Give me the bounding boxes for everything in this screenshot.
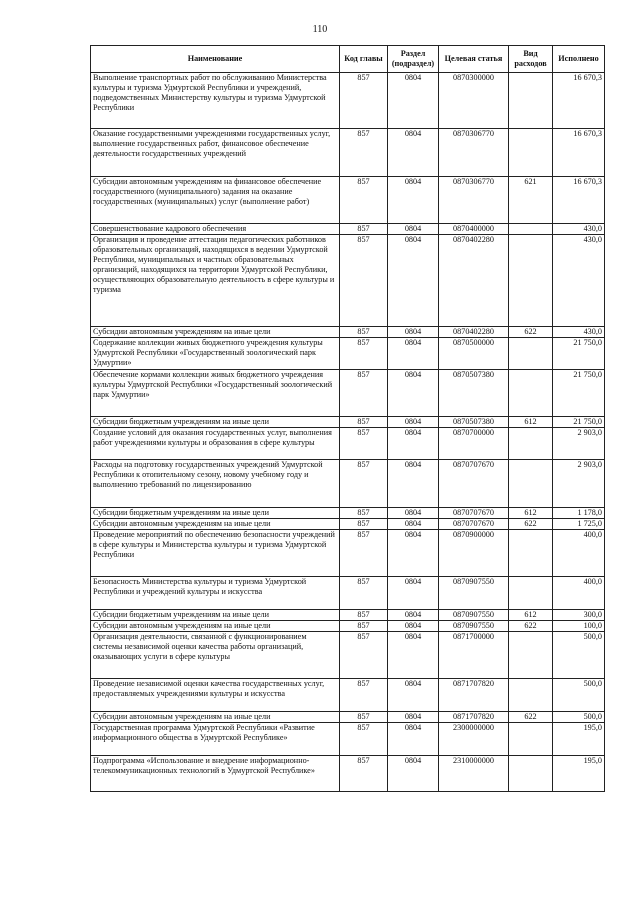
- cell-section: 0804: [388, 679, 439, 712]
- table-row: [91, 621, 605, 632]
- cell-name: Организация деятельности, связанной с функционированием системы независимой оценки качества работы организаций, оказывающих услуги в сфере культуры: [91, 632, 340, 679]
- cell-section: 0804: [388, 723, 439, 756]
- cell-section: 0804: [388, 460, 439, 508]
- page-number: 110: [312, 24, 328, 35]
- table-row: [91, 338, 605, 370]
- cell-article: 0870707670: [439, 508, 509, 519]
- cell-amount: 2 903,0: [553, 428, 605, 460]
- cell-expense-type: [509, 577, 553, 610]
- table-header-row: [91, 46, 605, 73]
- cell-amount: 100,0: [553, 621, 605, 632]
- header-section: Раздел (подраздел): [388, 46, 439, 73]
- cell-expense-type: [509, 679, 553, 712]
- cell-name: Субсидии бюджетным учреждениям на иные цели: [91, 508, 340, 519]
- table-row: [91, 327, 605, 338]
- cell-code: 857: [340, 327, 388, 338]
- cell-code: 857: [340, 530, 388, 577]
- cell-expense-type: 612: [509, 508, 553, 519]
- cell-name: Субсидии бюджетным учреждениям на иные цели: [91, 610, 340, 621]
- table-row: [91, 177, 605, 224]
- cell-name: Безопасность Министерства культуры и туризма Удмуртской Республики и учреждений культуры и искусства: [91, 577, 340, 610]
- cell-section: 0804: [388, 632, 439, 679]
- cell-expense-type: [509, 370, 553, 417]
- cell-article: 0871707820: [439, 679, 509, 712]
- table-row: [91, 519, 605, 530]
- table-row: [91, 610, 605, 621]
- table-body: [91, 73, 605, 792]
- cell-section: 0804: [388, 224, 439, 235]
- cell-section: 0804: [388, 428, 439, 460]
- cell-section: 0804: [388, 610, 439, 621]
- cell-amount: 21 750,0: [553, 338, 605, 370]
- cell-section: 0804: [388, 621, 439, 632]
- cell-article: 0870900000: [439, 530, 509, 577]
- cell-name: Субсидии автономным учреждениям на иные цели: [91, 621, 340, 632]
- header-expense-type: Вид расходов: [509, 46, 553, 73]
- cell-name: Расходы на подготовку государственных учреждений Удмуртской Республики к отопительному сезону, новому учебному году и выполнению требований по лицензированию: [91, 460, 340, 508]
- cell-code: 857: [340, 519, 388, 530]
- cell-expense-type: [509, 224, 553, 235]
- cell-amount: 16 670,3: [553, 129, 605, 177]
- cell-article: 0870907550: [439, 610, 509, 621]
- table-row: [91, 370, 605, 417]
- cell-code: 857: [340, 460, 388, 508]
- cell-amount: 16 670,3: [553, 177, 605, 224]
- cell-expense-type: [509, 338, 553, 370]
- cell-article: 0871700000: [439, 632, 509, 679]
- cell-amount: 21 750,0: [553, 417, 605, 428]
- cell-article: 0870306770: [439, 177, 509, 224]
- cell-code: 857: [340, 508, 388, 519]
- header-article: Целевая статья: [439, 46, 509, 73]
- table-row: [91, 756, 605, 792]
- cell-article: 0870306770: [439, 129, 509, 177]
- cell-article: 0870400000: [439, 224, 509, 235]
- cell-article: 0870907550: [439, 621, 509, 632]
- cell-expense-type: [509, 129, 553, 177]
- cell-article: 0870402280: [439, 235, 509, 327]
- table-row: [91, 129, 605, 177]
- cell-name: Субсидии автономным учреждениям на иные цели: [91, 519, 340, 530]
- table-row: [91, 577, 605, 610]
- cell-article: 0870707670: [439, 460, 509, 508]
- cell-amount: 430,0: [553, 327, 605, 338]
- table-row: [91, 73, 605, 129]
- cell-name: Проведение независимой оценки качества государственных услуг, предоставляемых учреждениями культуры и искусства: [91, 679, 340, 712]
- cell-expense-type: [509, 632, 553, 679]
- header-name: Наименование: [91, 46, 340, 73]
- cell-section: 0804: [388, 508, 439, 519]
- cell-article: 0870707670: [439, 519, 509, 530]
- cell-expense-type: [509, 428, 553, 460]
- cell-amount: 500,0: [553, 679, 605, 712]
- cell-code: 857: [340, 370, 388, 417]
- cell-amount: 21 750,0: [553, 370, 605, 417]
- cell-amount: 500,0: [553, 632, 605, 679]
- cell-expense-type: 621: [509, 177, 553, 224]
- cell-expense-type: 622: [509, 621, 553, 632]
- cell-name: Подпрограмма «Использование и внедрение информационно-телекоммуникационных технологий в Удмуртской Республике»: [91, 756, 340, 792]
- cell-amount: 2 903,0: [553, 460, 605, 508]
- cell-article: 0871707820: [439, 712, 509, 723]
- cell-amount: 1 178,0: [553, 508, 605, 519]
- table-row: [91, 235, 605, 327]
- cell-expense-type: 612: [509, 417, 553, 428]
- cell-name: Выполнение транспортных работ по обслуживанию Министерства культуры и туризма Удмуртской Республики и учреждений, подведомственных Министерству культуры и туризма Удмуртской Республики: [91, 73, 340, 129]
- table-row: [91, 723, 605, 756]
- cell-code: 857: [340, 73, 388, 129]
- header-amount: Исполнено: [553, 46, 605, 73]
- table-row: [91, 428, 605, 460]
- cell-expense-type: 622: [509, 327, 553, 338]
- cell-article: 2310000000: [439, 756, 509, 792]
- cell-code: 857: [340, 621, 388, 632]
- cell-article: 0870500000: [439, 338, 509, 370]
- table-row: [91, 508, 605, 519]
- table-row: [91, 712, 605, 723]
- cell-expense-type: [509, 530, 553, 577]
- cell-amount: 16 670,3: [553, 73, 605, 129]
- cell-section: 0804: [388, 177, 439, 224]
- cell-name: Содержание коллекции живых бюджетного учреждения культуры Удмуртской Республики «Государственный зоологический парк Удмуртии»: [91, 338, 340, 370]
- cell-section: 0804: [388, 338, 439, 370]
- cell-article: 0870507380: [439, 417, 509, 428]
- cell-name: Обеспечение кормами коллекции живых бюджетного учреждения культуры Удмуртской Республики «Государственный зоологический парк Удмуртии»: [91, 370, 340, 417]
- cell-article: 2300000000: [439, 723, 509, 756]
- cell-code: 857: [340, 723, 388, 756]
- cell-section: 0804: [388, 519, 439, 530]
- cell-code: 857: [340, 224, 388, 235]
- cell-amount: 300,0: [553, 610, 605, 621]
- table-row: [91, 460, 605, 508]
- cell-article: 0870507380: [439, 370, 509, 417]
- cell-section: 0804: [388, 756, 439, 792]
- cell-expense-type: 622: [509, 519, 553, 530]
- cell-article: 0870907550: [439, 577, 509, 610]
- cell-amount: 430,0: [553, 224, 605, 235]
- cell-amount: 195,0: [553, 723, 605, 756]
- cell-name: Создание условий для оказания государственных услуг, выполнения работ учреждениями культуры и образования в сфере культуры: [91, 428, 340, 460]
- table-row: [91, 632, 605, 679]
- cell-code: 857: [340, 679, 388, 712]
- budget-execution-table: [90, 45, 605, 792]
- cell-code: 857: [340, 756, 388, 792]
- cell-section: 0804: [388, 327, 439, 338]
- cell-amount: 430,0: [553, 235, 605, 327]
- table-row: [91, 224, 605, 235]
- cell-code: 857: [340, 712, 388, 723]
- cell-section: 0804: [388, 129, 439, 177]
- cell-article: 0870402280: [439, 327, 509, 338]
- cell-name: Субсидии автономным учреждениям на иные цели: [91, 712, 340, 723]
- cell-code: 857: [340, 417, 388, 428]
- cell-expense-type: [509, 723, 553, 756]
- table-row: [91, 679, 605, 712]
- cell-expense-type: [509, 235, 553, 327]
- cell-section: 0804: [388, 712, 439, 723]
- cell-name: Государственная программа Удмуртской Республики «Развитие информационного общества в Удмуртской Республике»: [91, 723, 340, 756]
- cell-amount: 400,0: [553, 530, 605, 577]
- cell-name: Субсидии бюджетным учреждениям на иные цели: [91, 417, 340, 428]
- cell-section: 0804: [388, 235, 439, 327]
- header-code: Код главы: [340, 46, 388, 73]
- cell-section: 0804: [388, 577, 439, 610]
- cell-code: 857: [340, 129, 388, 177]
- cell-name: Оказание государственными учреждениями государственных услуг, выполнение государственных работ, финансовое обеспечение деятельности государственных учреждений: [91, 129, 340, 177]
- cell-name: Субсидии автономным учреждениям на финансовое обеспечение государственного (муниципального) задания на оказание государственных (муниципальных) услуг (выполнение работ): [91, 177, 340, 224]
- cell-amount: 1 725,0: [553, 519, 605, 530]
- cell-expense-type: [509, 756, 553, 792]
- cell-section: 0804: [388, 370, 439, 417]
- cell-section: 0804: [388, 417, 439, 428]
- cell-expense-type: 622: [509, 712, 553, 723]
- cell-amount: 195,0: [553, 756, 605, 792]
- cell-section: 0804: [388, 530, 439, 577]
- cell-code: 857: [340, 577, 388, 610]
- cell-name: Организация и проведение аттестации педагогических работников образовательных организаций, находящихся в ведении Удмуртской Республики, муниципальных и частных образовательных организаций, находящихся на территории Удмуртской Республики, осуществляющих образовательную деятельность в сфере культуры и туризма: [91, 235, 340, 327]
- cell-code: 857: [340, 235, 388, 327]
- cell-name: Проведение мероприятий по обеспечению безопасности учреждений в сфере культуры и Министерства культуры и туризма Удмуртской Республики: [91, 530, 340, 577]
- cell-expense-type: [509, 460, 553, 508]
- cell-section: 0804: [388, 73, 439, 129]
- cell-code: 857: [340, 338, 388, 370]
- cell-code: 857: [340, 428, 388, 460]
- cell-code: 857: [340, 610, 388, 621]
- cell-code: 857: [340, 632, 388, 679]
- cell-amount: 400,0: [553, 577, 605, 610]
- table-row: [91, 530, 605, 577]
- cell-name: Совершенствование кадрового обеспечения: [91, 224, 340, 235]
- cell-name: Субсидии автономным учреждениям на иные цели: [91, 327, 340, 338]
- cell-article: 0870700000: [439, 428, 509, 460]
- cell-article: 0870300000: [439, 73, 509, 129]
- cell-expense-type: 612: [509, 610, 553, 621]
- cell-code: 857: [340, 177, 388, 224]
- cell-amount: 500,0: [553, 712, 605, 723]
- table-row: [91, 417, 605, 428]
- cell-expense-type: [509, 73, 553, 129]
